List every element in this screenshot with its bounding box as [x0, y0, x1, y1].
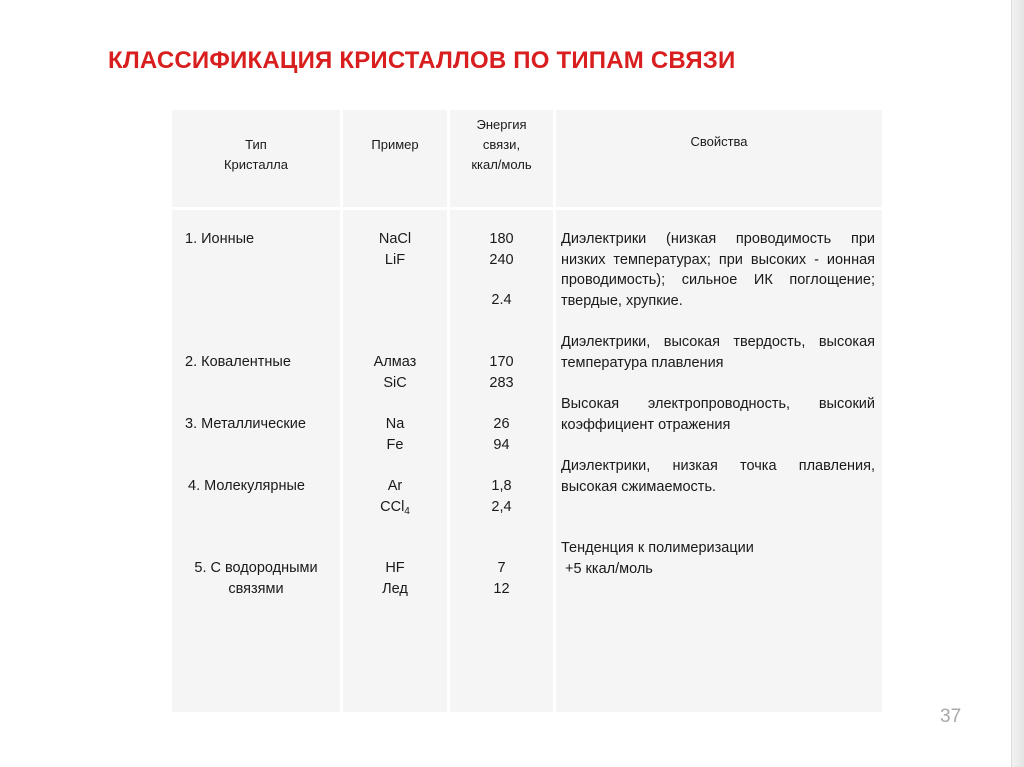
row2-properties: Диэлектрики, высокая твердость, высокая температура плавления	[561, 334, 875, 371]
row3-type: 3. Металлические	[185, 416, 306, 432]
row2-energies	[450, 352, 553, 393]
example-nacl: NaCl	[378, 231, 412, 247]
energy-value: 2.4	[491, 292, 512, 308]
example-ccl4-base: CCl	[380, 498, 405, 515]
energy-spacer	[450, 270, 553, 290]
row5-type-line1: 5. С водородными	[194, 560, 318, 576]
row1-properties: Диэлектрики (низкая проводимость при низких температурах; при высоких - ионная проводимость); сильное ИК поглощение; твердые, хрупкие.	[561, 231, 875, 309]
energy-value: 7	[497, 560, 506, 576]
slide-edge-bar	[1012, 0, 1024, 767]
row5-properties-line1: Тенденция к полимеризации	[561, 540, 754, 556]
slide-title: КЛАССИФИКАЦИЯ КРИСТАЛЛОВ ПО ТИПАМ СВЯЗИ	[108, 47, 736, 74]
row5-properties-line2: +5 ккал/моль	[565, 560, 653, 577]
example-ccl4	[343, 497, 447, 518]
header-type-line2: Кристалла	[223, 157, 288, 172]
row3-properties: Высокая электропроводность, высокий коэффициент отражения	[561, 396, 875, 433]
header-separator	[172, 207, 882, 210]
energy-value: 2,4	[491, 498, 512, 515]
example-ar: Ar	[387, 478, 403, 494]
header-energy-line3: ккал/моль	[471, 157, 532, 172]
row5-type	[172, 558, 340, 599]
row5-properties	[561, 538, 875, 579]
energy-value: 1,8	[491, 478, 512, 494]
row2-type: 2. Ковалентные	[185, 354, 291, 370]
example-sic: SiC	[383, 374, 407, 391]
row4-properties: Диэлектрики, низкая точка плавления, высокая сжимаемость.	[561, 458, 875, 495]
example-ccl4-subscript: 4	[404, 505, 410, 517]
column-type	[172, 110, 340, 712]
column-energy	[450, 110, 553, 712]
row4-type: 4. Молекулярные	[188, 478, 305, 494]
header-energy-line2: связи,	[482, 137, 521, 152]
page-number: 37	[940, 706, 962, 727]
example-na: Na	[385, 416, 405, 432]
example-ice: Лед	[382, 580, 408, 597]
row1-examples	[343, 229, 447, 270]
row1-type: 1. Ионные	[185, 231, 255, 247]
example-lif: LiF	[384, 251, 406, 268]
energy-value: 12	[493, 580, 510, 597]
row5-energies	[450, 558, 553, 599]
row3-examples	[343, 414, 447, 455]
header-energy	[450, 116, 553, 176]
header-properties: Свойства	[690, 134, 748, 149]
row5-examples	[343, 558, 447, 599]
row2-examples	[343, 352, 447, 393]
row4-examples	[343, 476, 447, 517]
row5-type-line2: связями	[228, 580, 284, 597]
energy-value: 283	[489, 374, 514, 391]
example-fe: Fe	[386, 436, 404, 453]
example-hf: HF	[385, 560, 405, 576]
header-example: Пример	[371, 137, 419, 152]
row1-energies	[450, 229, 553, 311]
row4-energies	[450, 476, 553, 517]
energy-value: 26	[493, 416, 510, 432]
energy-value: 170	[489, 354, 514, 370]
energy-value: 94	[493, 436, 510, 453]
header-type	[172, 136, 340, 176]
header-energy-line1: Энергия	[476, 117, 527, 132]
crystal-classification-table	[172, 110, 882, 712]
row3-energies	[450, 414, 553, 455]
energy-value: 240	[489, 251, 514, 268]
header-type-line1: Тип	[245, 137, 267, 152]
energy-value: 180	[489, 231, 514, 247]
example-diamond: Алмаз	[373, 354, 417, 370]
column-example	[343, 110, 447, 712]
